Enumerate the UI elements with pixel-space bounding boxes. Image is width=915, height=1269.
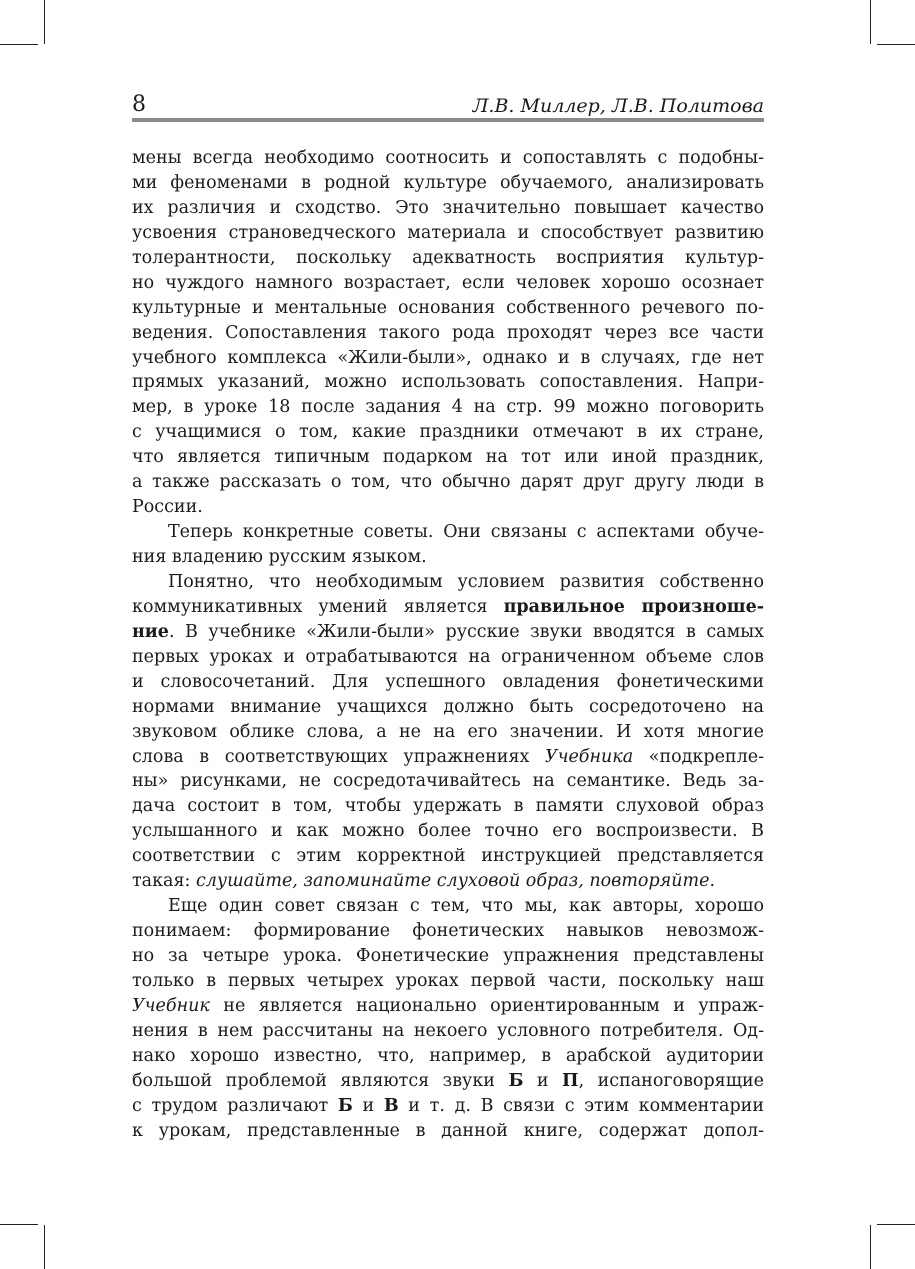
text-run: и т. д. В связи с этим комментарии bbox=[398, 1095, 764, 1116]
text-run: и bbox=[523, 1070, 563, 1091]
paragraph-4 bbox=[132, 894, 764, 1143]
text-line: ны» рисунками, не сосредотачивайтесь на семантике. Ведь за- bbox=[132, 771, 764, 792]
crop-mark-bottom-left bbox=[44, 1225, 45, 1269]
text-line: к урокам, представленные в данной книге, содержат допол- bbox=[132, 1120, 764, 1141]
text-line: нако хорошо известно, что, например, в арабской аудитории bbox=[132, 1045, 764, 1066]
text-line: и словосочетаний. Для успешного овладения фонетическими bbox=[132, 671, 764, 692]
text-line: нения в нем рассчитаны на некоего условного потребителя. Од- bbox=[132, 1020, 764, 1041]
text-line: усвоения страноведческого материала и способствует развитию bbox=[132, 222, 764, 243]
running-head-authors: Л.В. Миллер, Л.В. Политова bbox=[472, 95, 764, 117]
text-line: толерантности, поскольку адекватность восприятия культур- bbox=[132, 247, 764, 268]
italic-instruction: слушайте, запоминайте слуховой образ, повторяйте bbox=[195, 871, 710, 892]
text-line: а также рассказать о том, что обычно дарят друг другу люди в bbox=[132, 472, 764, 493]
text-line: понимаем: формирование фонетических навыков невозмож- bbox=[132, 921, 764, 942]
text-run: слова в соответствующих упражнениях bbox=[132, 746, 545, 767]
text-run: . В учебнике «Жили-были» русские звуки вводятся в самых bbox=[168, 621, 764, 642]
text-line: дача состоит в том, чтобы удержать в памяти слуховой образ bbox=[132, 796, 764, 817]
crop-mark-top-left bbox=[44, 0, 45, 44]
italic-term: Учебник bbox=[132, 995, 210, 1016]
text-run: большой проблемой являются звуки bbox=[132, 1070, 509, 1091]
crop-mark-bottom-left-h bbox=[0, 1224, 38, 1225]
text-line bbox=[132, 620, 764, 645]
header-rule bbox=[132, 118, 764, 122]
text-line bbox=[132, 745, 764, 770]
bold-letter: Б bbox=[508, 1070, 524, 1091]
text-line: ния владению русским языком. bbox=[132, 547, 427, 567]
text-line: культурные и ментальные основания собственного речевого по- bbox=[132, 297, 764, 318]
page-header bbox=[132, 92, 764, 120]
text-line: звуковом облике слова, а не на его значении. И хотя многие bbox=[132, 721, 764, 742]
text-line: ми феноменами в родной культуре обучаемого, анализировать bbox=[132, 172, 764, 193]
text-run: не является национально ориентированным и упраж- bbox=[209, 995, 764, 1016]
text-line: услышанного и как можно более точно его воспроизвести. В bbox=[132, 821, 764, 842]
text-line: ведения. Сопоставления такого рода проходят через все части bbox=[132, 322, 764, 343]
bold-term: правильное произноше- bbox=[503, 596, 765, 617]
text-line bbox=[132, 994, 764, 1019]
crop-mark-top-left-h bbox=[0, 44, 38, 45]
text-line: мены всегда необходимо соотносить и сопоставлять с подобны- bbox=[132, 148, 764, 168]
text-run: коммуникативных умений является bbox=[132, 596, 504, 617]
text-line: но чуждого намного возрастает, если человек хорошо осознает bbox=[132, 272, 764, 293]
text-line: их различия и сходство. Это значительно повышает качество bbox=[132, 197, 764, 218]
paragraph-2 bbox=[132, 520, 764, 570]
bold-term: ние bbox=[132, 621, 169, 642]
text-line bbox=[132, 595, 764, 620]
text-run: такая: bbox=[132, 871, 196, 892]
text-line: нормами внимание учащихся должно быть сосредоточено на bbox=[132, 696, 764, 717]
crop-mark-top-right-h bbox=[877, 44, 915, 45]
bold-letter: В bbox=[383, 1095, 399, 1116]
text-line bbox=[132, 1094, 764, 1119]
text-run: и bbox=[352, 1095, 384, 1116]
crop-mark-bottom-right-h bbox=[877, 1224, 915, 1225]
italic-term: Учебника bbox=[544, 746, 634, 767]
text-line: только в первых четырех уроках первой части, поскольку наш bbox=[132, 970, 764, 991]
text-line: с учащимися о том, какие праздники отмечают в их стране, bbox=[132, 422, 764, 443]
text-line bbox=[132, 869, 764, 894]
bold-letter: П bbox=[562, 1070, 579, 1091]
bold-letter: Б bbox=[337, 1095, 353, 1116]
text-line: что является типичным подарком на тот или иной праздник, bbox=[132, 447, 764, 468]
text-run: с трудом различают bbox=[132, 1095, 338, 1116]
text-run: «подкрепле- bbox=[633, 746, 764, 767]
text-line: Еще один совет связан с тем, что мы, как авторы, хорошо bbox=[168, 896, 764, 917]
text-line: Понятно, что необходимым условием развития собственно bbox=[168, 571, 764, 592]
paragraph-1 bbox=[132, 146, 764, 520]
crop-mark-bottom-right bbox=[870, 1225, 871, 1269]
text-line: учебного комплекса «Жили-были», однако и в случаях, где нет bbox=[132, 347, 764, 368]
text-run: . bbox=[709, 871, 716, 892]
body-text bbox=[132, 146, 764, 1144]
crop-mark-top-right bbox=[870, 0, 871, 44]
text-line: России. bbox=[132, 497, 203, 518]
paragraph-3 bbox=[132, 570, 764, 894]
text-line bbox=[132, 1069, 764, 1094]
page-number: 8 bbox=[132, 92, 146, 117]
text-line: Теперь конкретные советы. Они связаны с аспектами обуче- bbox=[168, 522, 764, 543]
text-line: первых уроках и отрабатываются на ограниченном объеме слов bbox=[132, 646, 764, 667]
text-line: мер, в уроке 18 после задания 4 на стр. 99 можно поговорить bbox=[132, 397, 764, 418]
text-line: соответствии с этим корректной инструкцией представляется bbox=[132, 846, 764, 867]
text-line: но за четыре урока. Фонетические упражнения представлены bbox=[132, 946, 764, 966]
text-run: , испаноговорящие bbox=[578, 1070, 764, 1091]
text-line: прямых указаний, можно использовать сопоставления. Напри- bbox=[132, 372, 764, 393]
